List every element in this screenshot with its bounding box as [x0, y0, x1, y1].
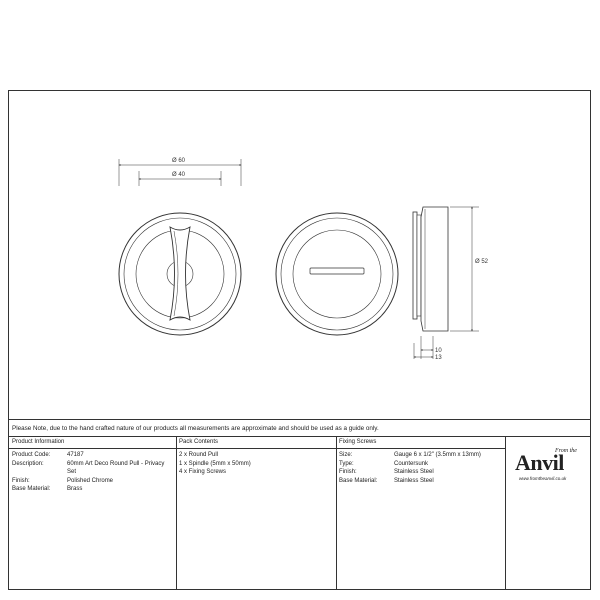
table-row: Description: 60mm Art Deco Round Pull - Privacy Set [12, 460, 165, 476]
pack-contents-column [176, 437, 337, 589]
table-row: Type: Countersunk [339, 460, 429, 467]
depth-10-label: 10 [435, 348, 442, 354]
product-information-heading: Product Information [9, 437, 176, 449]
table-row: Size: Gauge 6 x 1/2" (3.5mm x 13mm) [339, 452, 481, 458]
table-row: Finish: Stainless Steel [339, 469, 434, 476]
fixing-screws-heading: Fixing Screws [336, 437, 505, 449]
list-item: 2 x Round Pull [179, 452, 219, 458]
drawing-sheet [8, 90, 591, 590]
spec-table [9, 437, 590, 589]
table-row: Base Material: Stainless Steel [339, 477, 434, 484]
table-row: Product Code: 47187 [12, 452, 84, 458]
logo-from-text: From the [555, 448, 577, 454]
list-item: 1 x Spindle (5mm x 50mm) [179, 460, 251, 467]
dimension-inner-diameter [139, 171, 221, 186]
height-label: Ø 52 [475, 259, 489, 265]
pull-front-view-release [276, 213, 398, 335]
technical-drawing [9, 91, 590, 419]
table-row: Finish: Polished Chrome [12, 477, 114, 484]
list-item: 4 x Fixing Screws [179, 469, 227, 476]
measurement-note: Please Note, due to the hand crafted nature of our products all measurements are approximate and should be used as a guide only. [9, 419, 590, 437]
dimension-depth [414, 336, 442, 361]
pack-contents-heading: Pack Contents [176, 437, 336, 449]
dimension-height [450, 207, 489, 331]
pull-front-view-turn [119, 213, 241, 335]
logo-column [505, 437, 590, 589]
fixing-screws-column [336, 437, 506, 589]
product-information-column [9, 437, 177, 589]
depth-13-label: 13 [435, 355, 442, 361]
outer-diameter-label: Ø 60 [172, 158, 186, 164]
logo-url-text: www.fromtheanvil.co.uk [519, 476, 567, 481]
inner-diameter-label: Ø 40 [172, 172, 186, 178]
pull-side-view [413, 207, 448, 331]
logo-brand-text: Anvil [515, 450, 564, 475]
brand-logo [511, 447, 585, 487]
table-row: Base Material: Brass [12, 486, 83, 493]
